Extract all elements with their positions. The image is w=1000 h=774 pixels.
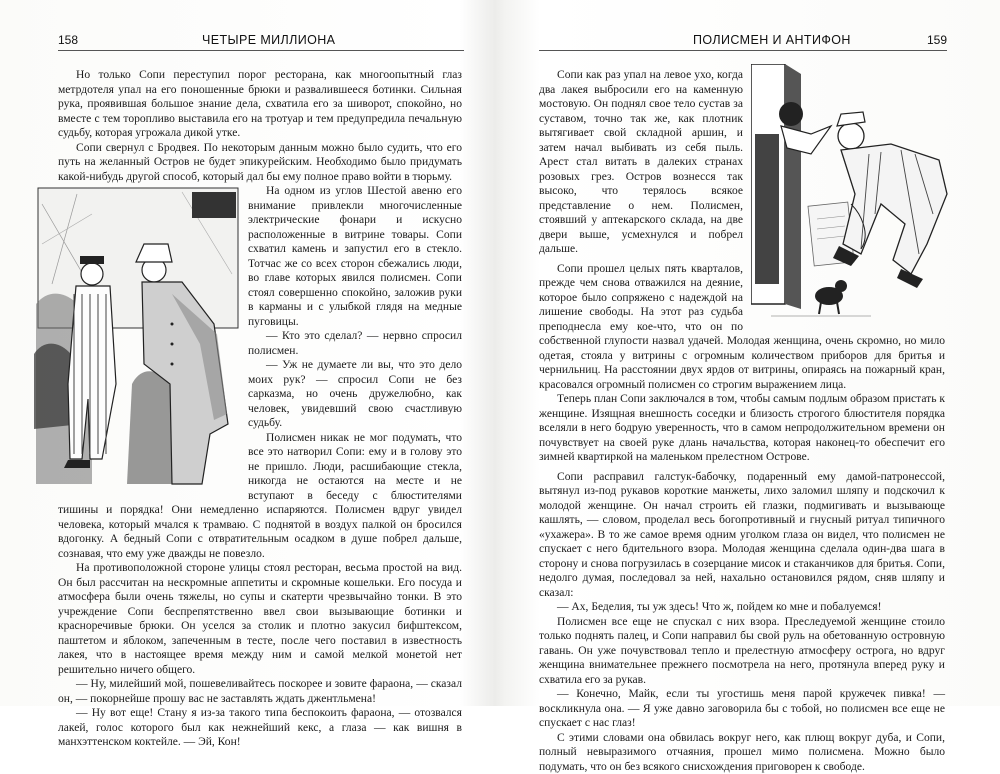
page-number: 159	[927, 33, 947, 47]
story-title-header: ПОЛИСМЕН И АНТИФОН	[693, 33, 851, 47]
paragraph: — Конечно, Майк, если ты угостишь меня парой кружечек пивка! — воскликнула она. — Я уже давно заговорила бы с тобой, но полисмен все еще не спускает с нас глаз!	[539, 687, 945, 731]
paragraph: — Ну, милейший мой, пошевеливайтесь поскорее и зовите фараона, — сказал он, — покорнейше прошу вас не заставлять ждать джентльмена!	[58, 677, 462, 706]
paragraph: — Ах, Беделия, ты уж здесь! Что ж, пойдем ко мне и побалуемся!	[539, 600, 945, 615]
paragraph: С этими словами она обвилась вокруг него, как плющ вокруг дуба, и Сопи, полный невыразимого отчаяния, прошел мимо полисмена. Можно было подумать, что он без всякого снисхождения приговорен к свободе.	[539, 731, 945, 774]
paragraph: — Уж не думаете ли вы, что это дело моих рук? — спросил Сопи не без сарказма, но очень дружелюбно, как человек, увидевший свою счастливую судьбу.	[58, 358, 462, 431]
paragraph: Но только Сопи переступил порог ресторана, как многоопытный глаз метрдотеля упал на его поношенные брюки и развалившееся ботинки. Сильная рука, проявившая большое знание дела, схватила его за шиворот, спокойно, но вместе с тем торопливо выставила его на тротуар и тем предупредила печальную судьбу, которая угрожала дикой утке.	[58, 68, 462, 141]
page-number: 158	[58, 33, 78, 47]
left-running-header	[58, 30, 464, 51]
paragraph: Сопи как раз упал на левое ухо, когда два лакея выбросили его на каменную мостовую. Он поднял свое тело сустав за суставом, точно так же, как плотник вытягивает свой складной аршин, и затем начал выбивать из себя пыль. Арест стал витать в далеких странах розовых грез. Остров вознесся так высоко, что терялось всякое представление о нем. Полисмен, стоявший у аптекарского склада, на две двери выше, усмехнулся и побрел дальше.	[539, 68, 945, 257]
illustration-policeman-shop-window	[32, 184, 240, 489]
paragraph: Сопи свернул с Бродвея. По некоторым данным можно было судить, что его путь на желанный Остров не будет эпикурейским. Необходимо было придумать какой-нибудь другой способ, который дал бы ему полное право войти в тюрьму.	[58, 141, 462, 185]
paragraph: — Ну вот еще! Стану я из-за такого типа беспокоить фараона, — отозвался лакей, голос которого был как нежнейший кекс, а глаза — как вишня в манхэттенском коктейле. — Эй, Кон!	[58, 706, 462, 750]
paragraph: Теперь план Сопи заключался в том, чтобы самым подлым образом пристать к женщине. Изящная внешность соседки и близость строгого блюстителя порядка вселяли в него бодрую уверенность, что в самом непродолжительном времени он почувствует на своей руке длань начальства, которая наконец-то обеспечит его зимней квартиркой на маленьком прелестном Острове.	[539, 392, 945, 465]
right-page-body	[539, 68, 945, 774]
book-title-header: ЧЕТЫРЕ МИЛЛИОНА	[202, 33, 335, 47]
right-running-header	[539, 30, 947, 51]
paragraph: На противоположной стороне улицы стоял ресторан, весьма простой на вид. Он был рассчитан на нескромные аппетиты и скромные кошельки. Его посуда и атмосфера были очень тяжелы, но супы и скатерти чрезвычайно тонки. В это учреждение Сопи беспрепятственно ввел свои вызывающие ботинки и красноречивые брюки. Он уселся за столик и плотно закусил бифштексом, паштетом и яблоком, запеченным в тесте, после чего поставил в известность лакея, что в настоящее время между ним и самой мелкой монетой нет решительно ничего общего.	[58, 561, 462, 677]
paragraph: Полисмен никак не мог подумать, что все это натворил Сопи: ему и в голову это не пришло. Люди, расшибающие стекла, никогда не остаются на месте и не вступают в беседу с блюстителями тишины и порядка! Они немедленно испаряются. Полисмен вдруг увидел человека, который мчался к трамваю. С поднятой в воздух палкой он бросился вдогонку. А бедный Сопи с отвратительным осадком в душе побрел дальше, сознавая, что ему уже дважды не повезло.	[58, 431, 462, 562]
left-page-body	[58, 68, 462, 750]
paragraph: На одном из углов Шестой авеню его внимание привлекли многочисленные электрические фонари и искусно расположенные в витрине товары. Сопи схватил камень и запустил его в стекло. Тотчас же со всех сторон сбежались люди, во главе которых явился полисмен. Сопи стоял совершенно спокойно, заложив руки в карманы и с улыбкой глядя на медные пуговицы.	[58, 184, 462, 329]
paragraph: Сопи расправил галстук-бабочку, подаренный ему дамой-патронессой, вытянул из-под рукавов короткие манжеты, лихо заломил шляпу и подскочил к молодой женщине. Он начал строить ей глазки, подмигивать и вызывающе кашлять, — словом, проделал весь богопротивный и гнусный ритуал типичного «ухажера». В то же самое время одним уголком глаза он видел, что полисмен не спускает с него бдительного взора. Молодая женщина сделала один-два шага в сторону и снова погрузилась в созерцание мисок и стаканчиков для бритья. Сопи, недолго думая, последовал за ней, нахально остановился рядом, сняв шляпу и сказал:	[539, 470, 945, 601]
illustration-soapy-thrown-out	[751, 64, 949, 326]
paragraph: Полисмен все еще не спускал с них взора. Преследуемой женщине стоило только поднять палец, и Сопи направил бы свой руль на обетованную островную гавань. Он уже почувствовал тепло и прелестную атмосферу острога, но вдруг женщина внимательнее прежнего посмотрела на него, протянула вперед руку и схватила его за рукав.	[539, 615, 945, 688]
paragraph: Сопи прошел целых пять кварталов, прежде чем снова отважился на деяние, которое было сопряжено с надеждой на лишение свободы. На этот раз судьба преподнесла ему кое-что, что он по собственной глупости назвал удачей. Молодая женщина, очень скромно, но мило одетая, стояла у витрины с огромным количеством приборов для бритья и чернильниц. На расстоянии двух ярдов от витрины, опираясь на пожарный кран, красовался огромный полисмен со строгим выражением лица.	[539, 262, 945, 393]
paragraph: — Кто это сделал? — нервно спросил полисмен.	[58, 329, 462, 358]
